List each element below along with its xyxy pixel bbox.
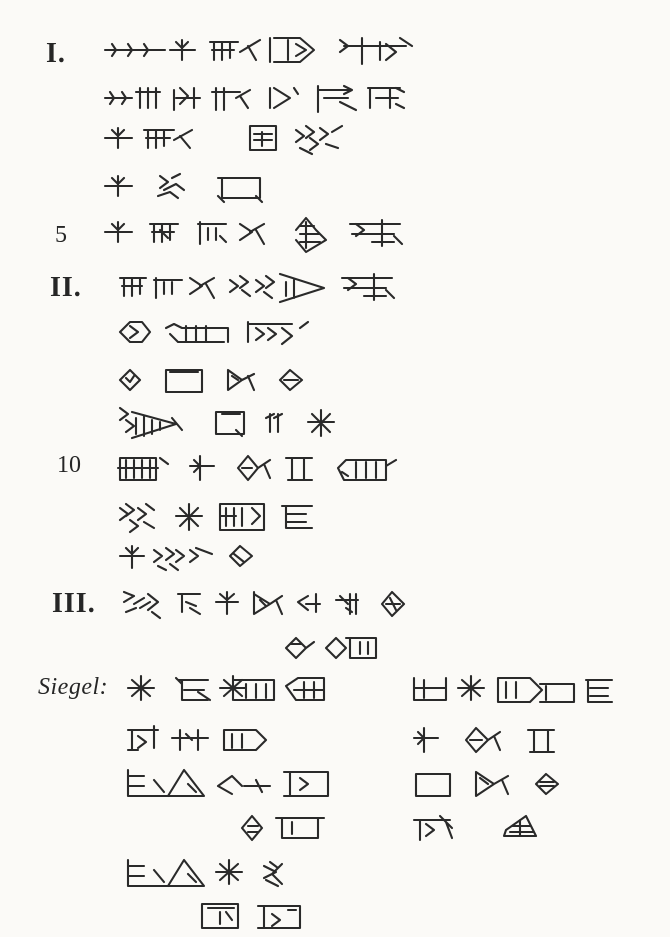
inscription-line-8 (116, 360, 336, 400)
inscription-line-6 (116, 266, 416, 310)
seal-left-line-1 (124, 668, 354, 708)
inscription-line-14 (280, 624, 410, 664)
inscription-line-12 (116, 536, 276, 576)
inscription-line-2 (100, 78, 460, 118)
inscription-line-7 (116, 312, 336, 352)
seal-right-line-3 (410, 762, 580, 802)
inscription-line-1 (100, 30, 430, 70)
section-label-ii: II. (50, 272, 82, 303)
inscription-line-10 (116, 446, 406, 490)
seal-left-line-5 (124, 852, 324, 892)
inscription-line-9 (116, 400, 356, 444)
seal-left-line-6 (196, 894, 336, 934)
seal-right-line-2 (410, 718, 570, 758)
inscription-line-13 (120, 582, 450, 626)
seal-left-line-2 (124, 718, 354, 758)
inscription-line-4 (100, 166, 290, 206)
seal-right-line-1 (410, 668, 640, 708)
seal-left-line-4 (236, 806, 356, 846)
seal-right-line-4 (410, 806, 560, 846)
inscription-line-5 (100, 212, 440, 256)
seal-left-line-3 (124, 762, 364, 802)
inscription-line-3 (100, 118, 370, 158)
inscription-line-11 (116, 494, 366, 538)
seal-label: Siegel: (38, 674, 109, 700)
line-number-10: 10 (57, 452, 81, 478)
section-label-iii: III. (52, 588, 96, 619)
section-label-i: I. (46, 38, 66, 69)
line-number-5: 5 (55, 222, 67, 248)
